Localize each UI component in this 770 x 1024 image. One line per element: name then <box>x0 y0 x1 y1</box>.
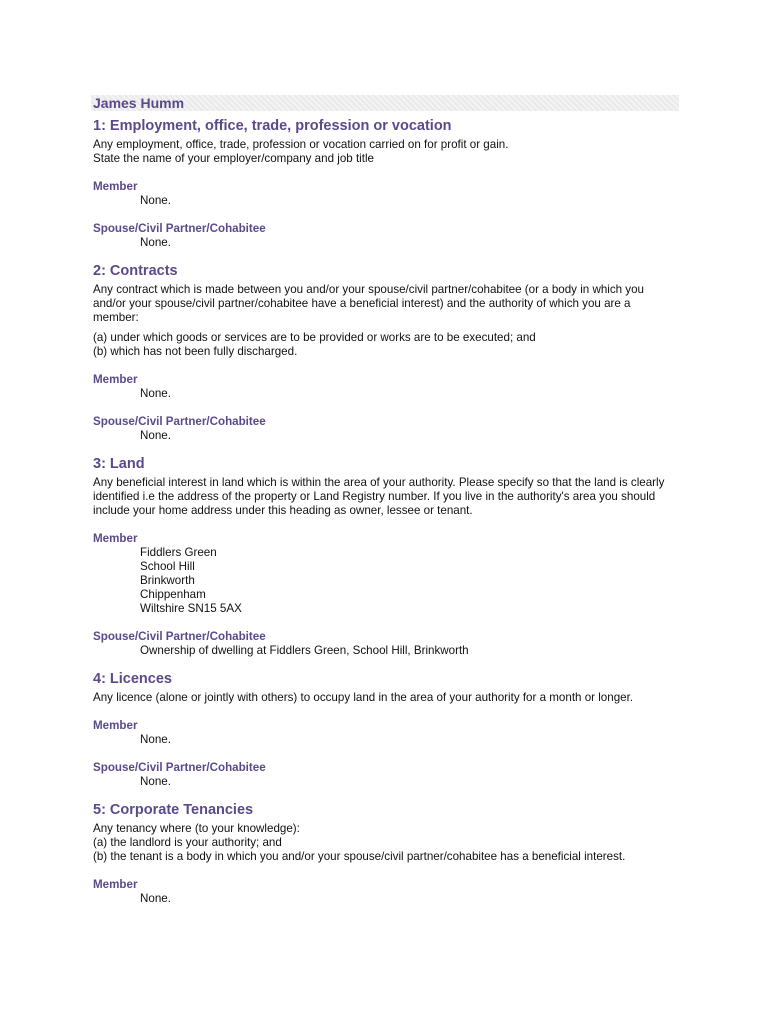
section-description: (a) the landlord is your authority; and <box>93 836 282 849</box>
section-title: 4: Licences <box>93 671 172 687</box>
member-value: None. <box>140 387 171 400</box>
section-description: (b) the tenant is a body in which you and/or your spouse/civil partner/cohabitee has a beneficial interest. <box>93 850 626 863</box>
section-description: Any tenancy where (to your knowledge): <box>93 822 300 835</box>
spouse-value: None. <box>140 775 171 788</box>
member-value: None. <box>140 733 171 746</box>
section-corporate-tenancies <box>93 801 678 906</box>
spouse-value: Ownership of dwelling at Fiddlers Green, School Hill, Brinkworth <box>140 644 469 657</box>
section-description: Any licence (alone or jointly with others) to occupy land in the area of your authority for a month or longer. <box>93 691 634 704</box>
spouse-value: None. <box>140 236 171 249</box>
section-land <box>93 455 678 658</box>
member-label: Member <box>93 180 138 193</box>
member-value: Fiddlers Green <box>140 546 217 559</box>
section-title: 1: Employment, office, trade, profession or vocation <box>93 118 452 134</box>
section-title: 2: Contracts <box>93 263 178 279</box>
section-contracts <box>93 262 678 443</box>
member-value: None. <box>140 892 171 905</box>
member-value: Chippenham <box>140 588 206 601</box>
section-employment <box>93 117 678 250</box>
section-description: (b) which has not been fully discharged. <box>93 345 298 358</box>
spouse-value: None. <box>140 429 171 442</box>
member-label: Member <box>93 719 138 732</box>
sections-container <box>93 117 678 906</box>
section-title: 3: Land <box>93 456 145 472</box>
member-value: Wiltshire SN15 5AX <box>140 602 242 615</box>
section-licences <box>93 670 678 789</box>
member-label: Member <box>93 878 138 891</box>
section-description: Any employment, office, trade, profession or vocation carried on for profit or gain. <box>93 138 509 151</box>
member-value: School Hill <box>140 560 195 573</box>
member-label: Member <box>93 532 138 545</box>
spouse-label: Spouse/Civil Partner/Cohabitee <box>93 222 266 235</box>
section-description: Any beneficial interest in land which is within the area of your authority. Please specify so that the land is clearly identified i.e the address of the property or Land Registry number. If you live in the authority's area you should include your home address under this heading as owner, lessee or tenant. <box>93 476 665 517</box>
member-value: Brinkworth <box>140 574 195 587</box>
section-title: 5: Corporate Tenancies <box>93 802 254 818</box>
section-description: State the name of your employer/company and job title <box>93 152 374 165</box>
spouse-label: Spouse/Civil Partner/Cohabitee <box>93 630 266 643</box>
section-description: Any contract which is made between you and/or your spouse/civil partner/cohabitee (or a body in which you and/or your spouse/civil partner/cohabitee have a beneficial interest) and the authority of which you are a member: <box>93 283 645 324</box>
member-label: Member <box>93 373 138 386</box>
member-value: None. <box>140 194 171 207</box>
section-description: (a) under which goods or services are to be provided or works are to be executed; and <box>93 331 536 344</box>
spouse-label: Spouse/Civil Partner/Cohabitee <box>93 761 266 774</box>
member-name: James Humm <box>93 95 185 111</box>
spouse-label: Spouse/Civil Partner/Cohabitee <box>93 415 266 428</box>
